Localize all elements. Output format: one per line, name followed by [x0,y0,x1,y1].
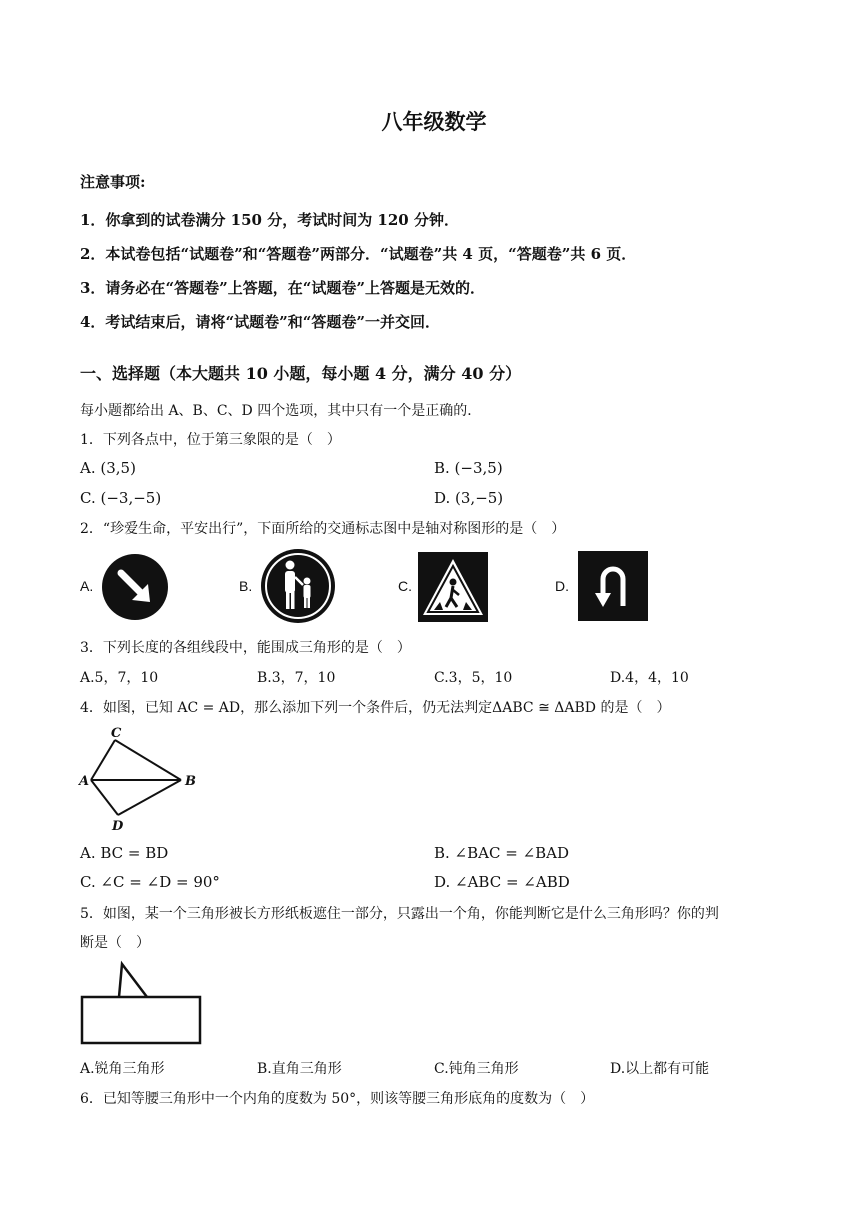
question-4-option-d: D. ∠ABC = ∠ABD [434,873,570,891]
notice-item-3: 3．请务必在“答题卷”上答题，在“试题卷”上答题是无效的． [80,279,485,297]
question-4-stem: 4．如图，已知 AC = AD，那么添加下列一个条件后，仍无法判定ΔABC ≅ ΔABD 的是（ ） [80,700,671,716]
vertex-label-c: C [111,726,122,741]
question-5-option-b: B.直角三角形 [257,1061,342,1077]
question-1-option-d: D. (3,−5) [434,489,504,507]
question-2-option-d-label: D. [555,578,569,594]
question-3-option-c: C.3，5，10 [434,670,513,686]
notice-item-1: 1．你拿到的试卷满分 150 分，考试时间为 120 分钟． [80,211,459,229]
question-3-stem: 3．下列长度的各组线段中，能围成三角形的是（ ） [80,640,411,656]
question-6-stem: 6．已知等腰三角形中一个内角的度数为 50°，则该等腰三角形底角的度数为（ ） [80,1091,595,1107]
u-turn-sign-icon [578,551,648,621]
question-3-option-d: D.4，4，10 [610,670,689,686]
crosswalk-sign-icon [418,552,488,622]
question-5-option-c: C.钝角三角形 [434,1061,519,1077]
question-4-option-c: C. ∠C = ∠D = 90° [80,873,220,891]
section-intro: 每小题都给出 A、B、C、D 四个选项，其中只有一个是正确的． [80,403,482,419]
vertex-label-b: B [185,774,196,789]
arrow-sign-icon [100,552,170,622]
notice-item-4: 4．考试结束后，请将“试题卷”和“答题卷”一并交回． [80,313,440,331]
page-title: 八年级数学 [381,109,487,134]
pedestrian-sign-icon [259,547,337,625]
question-5-stem-line-2: 断是（ ） [80,935,150,951]
question-2-stem: 2．“珍爱生命，平安出行”，下面所给的交通标志图中是轴对称图形的是（ ） [80,521,566,537]
vertex-label-a: A [79,774,90,789]
question-5-stem-line-1: 5．如图，某一个三角形被长方形纸板遮住一部分，只露出一个角，你能判断它是什么三角形吗？你的判 [80,906,719,922]
question-2-option-c-label: C. [398,578,412,594]
question-5-option-a: A.锐角三角形 [80,1061,165,1077]
question-4-option-b: B. ∠BAC = ∠BAD [434,844,570,862]
question-3-option-b: B.3，7，10 [257,670,336,686]
question-3-option-a: A.5，7，10 [80,670,159,686]
question-1-stem: 1．下列各点中，位于第三象限的是（ ） [80,432,341,448]
question-1-option-a: A. (3,5) [80,459,136,477]
question-1-option-c: C. (−3,−5) [80,489,162,507]
question-5-option-d: D.以上都有可能 [610,1061,710,1077]
covered-triangle-figure [78,960,208,1048]
notice-item-2: 2．本试卷包括“试题卷”和“答题卷”两部分．“试题卷”共 4 页，“答题卷”共 6 页． [80,245,637,263]
section-heading: 一、选择题（本大题共 10 小题，每小题 4 分，满分 40 分） [80,364,522,383]
triangle-figure [78,722,208,837]
question-2-option-a-label: A. [80,578,94,594]
question-1-option-b: B. (−3,5) [434,459,503,477]
question-2-option-b-label: B. [239,578,253,594]
vertex-label-d: D [112,819,124,834]
notice-heading: 注意事项: [80,173,146,191]
question-4-option-a: A. BC = BD [80,844,169,862]
